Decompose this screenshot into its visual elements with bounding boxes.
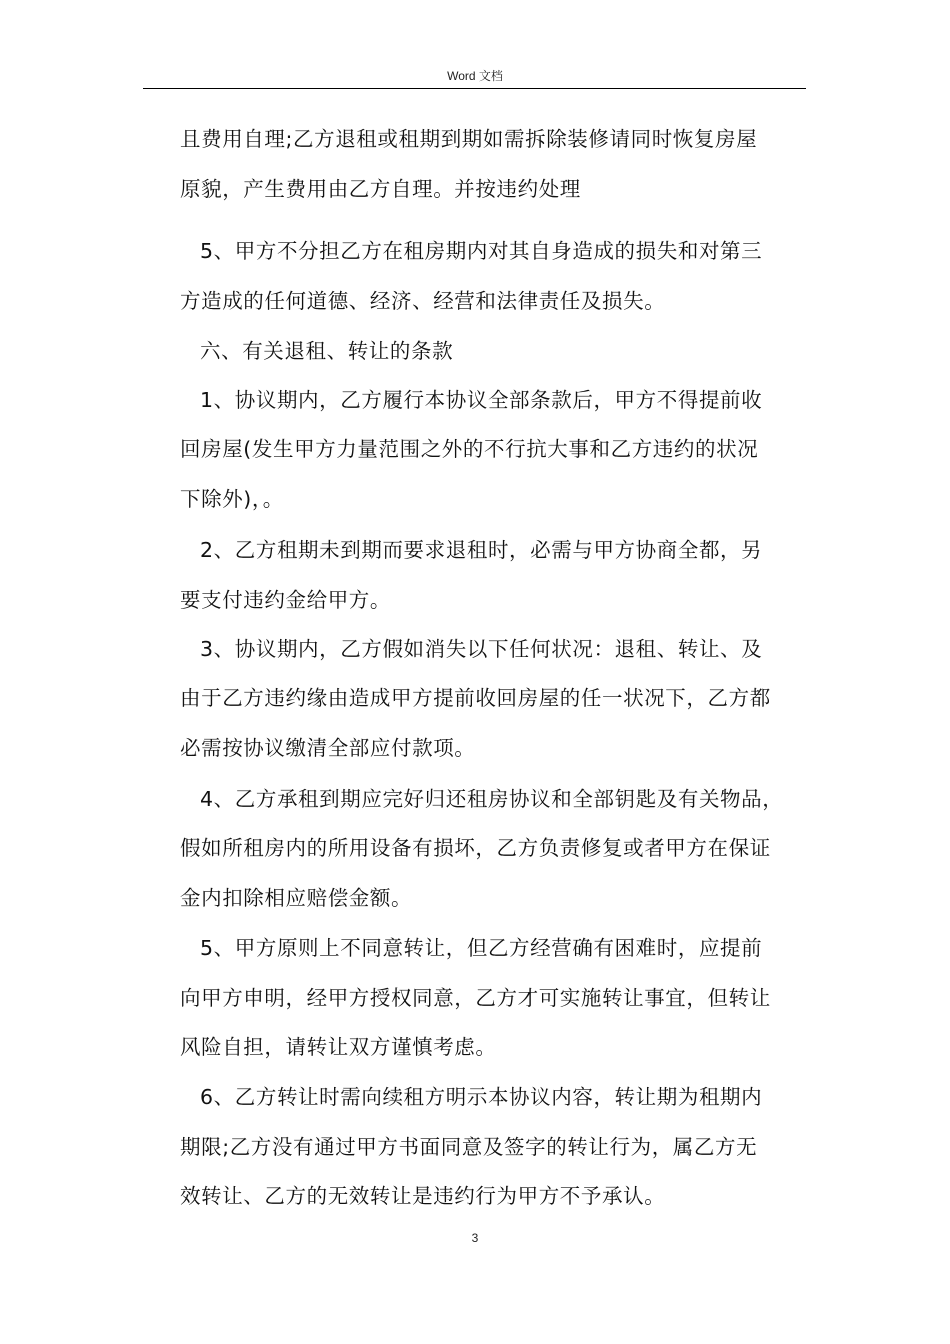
- text-line: 回房屋(发生甲方力量范围之外的不行抗大事和乙方违约的状况: [180, 437, 759, 461]
- text-line: 必需按协议缴清全部应付款项。: [180, 736, 476, 760]
- text-line: 4、乙方承租到期应完好归还租房协议和全部钥匙及有关物品，: [200, 787, 784, 811]
- text-line: 5、甲方不分担乙方在租房期内对其自身造成的损失和对第三: [200, 239, 763, 263]
- text-line: 向甲方申明，经甲方授权同意，乙方才可实施转让事宜，但转让: [180, 986, 771, 1010]
- text-line: 5、甲方原则上不同意转让，但乙方经营确有困难时，应提前: [200, 936, 763, 960]
- text-line: 1、协议期内，乙方履行本协议全部条款后，甲方不得提前收: [200, 388, 763, 412]
- text-line: 方造成的任何道德、经济、经营和法律责任及损失。: [180, 289, 666, 313]
- text-line: 由于乙方违约缘由造成甲方提前收回房屋的任一状况下，乙方都: [180, 686, 771, 710]
- text-line: 2、乙方租期未到期而要求退租时，必需与甲方协商全都，另: [200, 538, 763, 562]
- text-line: 风险自担，请转让双方谨慎考虑。: [180, 1035, 497, 1059]
- section-heading: 六、有关退租、转让的条款: [200, 339, 454, 363]
- text-line: 期限;乙方没有通过甲方书面同意及签字的转让行为，属乙方无: [180, 1135, 758, 1159]
- text-line: 3、协议期内，乙方假如消失以下任何状况：退租、转让、及: [200, 637, 763, 661]
- text-line: 效转让、乙方的无效转让是违约行为甲方不予承认。: [180, 1184, 666, 1208]
- document-header-title: Word 文档: [447, 69, 503, 83]
- text-line: 假如所租房内的所用设备有损坏，乙方负责修复或者甲方在保证: [180, 836, 771, 860]
- header-divider: [143, 88, 806, 89]
- page-number: 3: [471, 1231, 479, 1245]
- text-line: 要支付违约金给甲方。: [180, 588, 391, 612]
- text-line: 原貌，产生费用由乙方自理。并按违约处理: [180, 177, 581, 201]
- text-line: 下除外)，。: [180, 487, 284, 511]
- text-line: 6、乙方转让时需向续租方明示本协议内容，转让期为租期内: [200, 1085, 763, 1109]
- text-line: 金内扣除相应赔偿金额。: [180, 886, 413, 910]
- text-line: 且费用自理;乙方退租或租期到期如需拆除装修请同时恢复房屋: [180, 127, 758, 151]
